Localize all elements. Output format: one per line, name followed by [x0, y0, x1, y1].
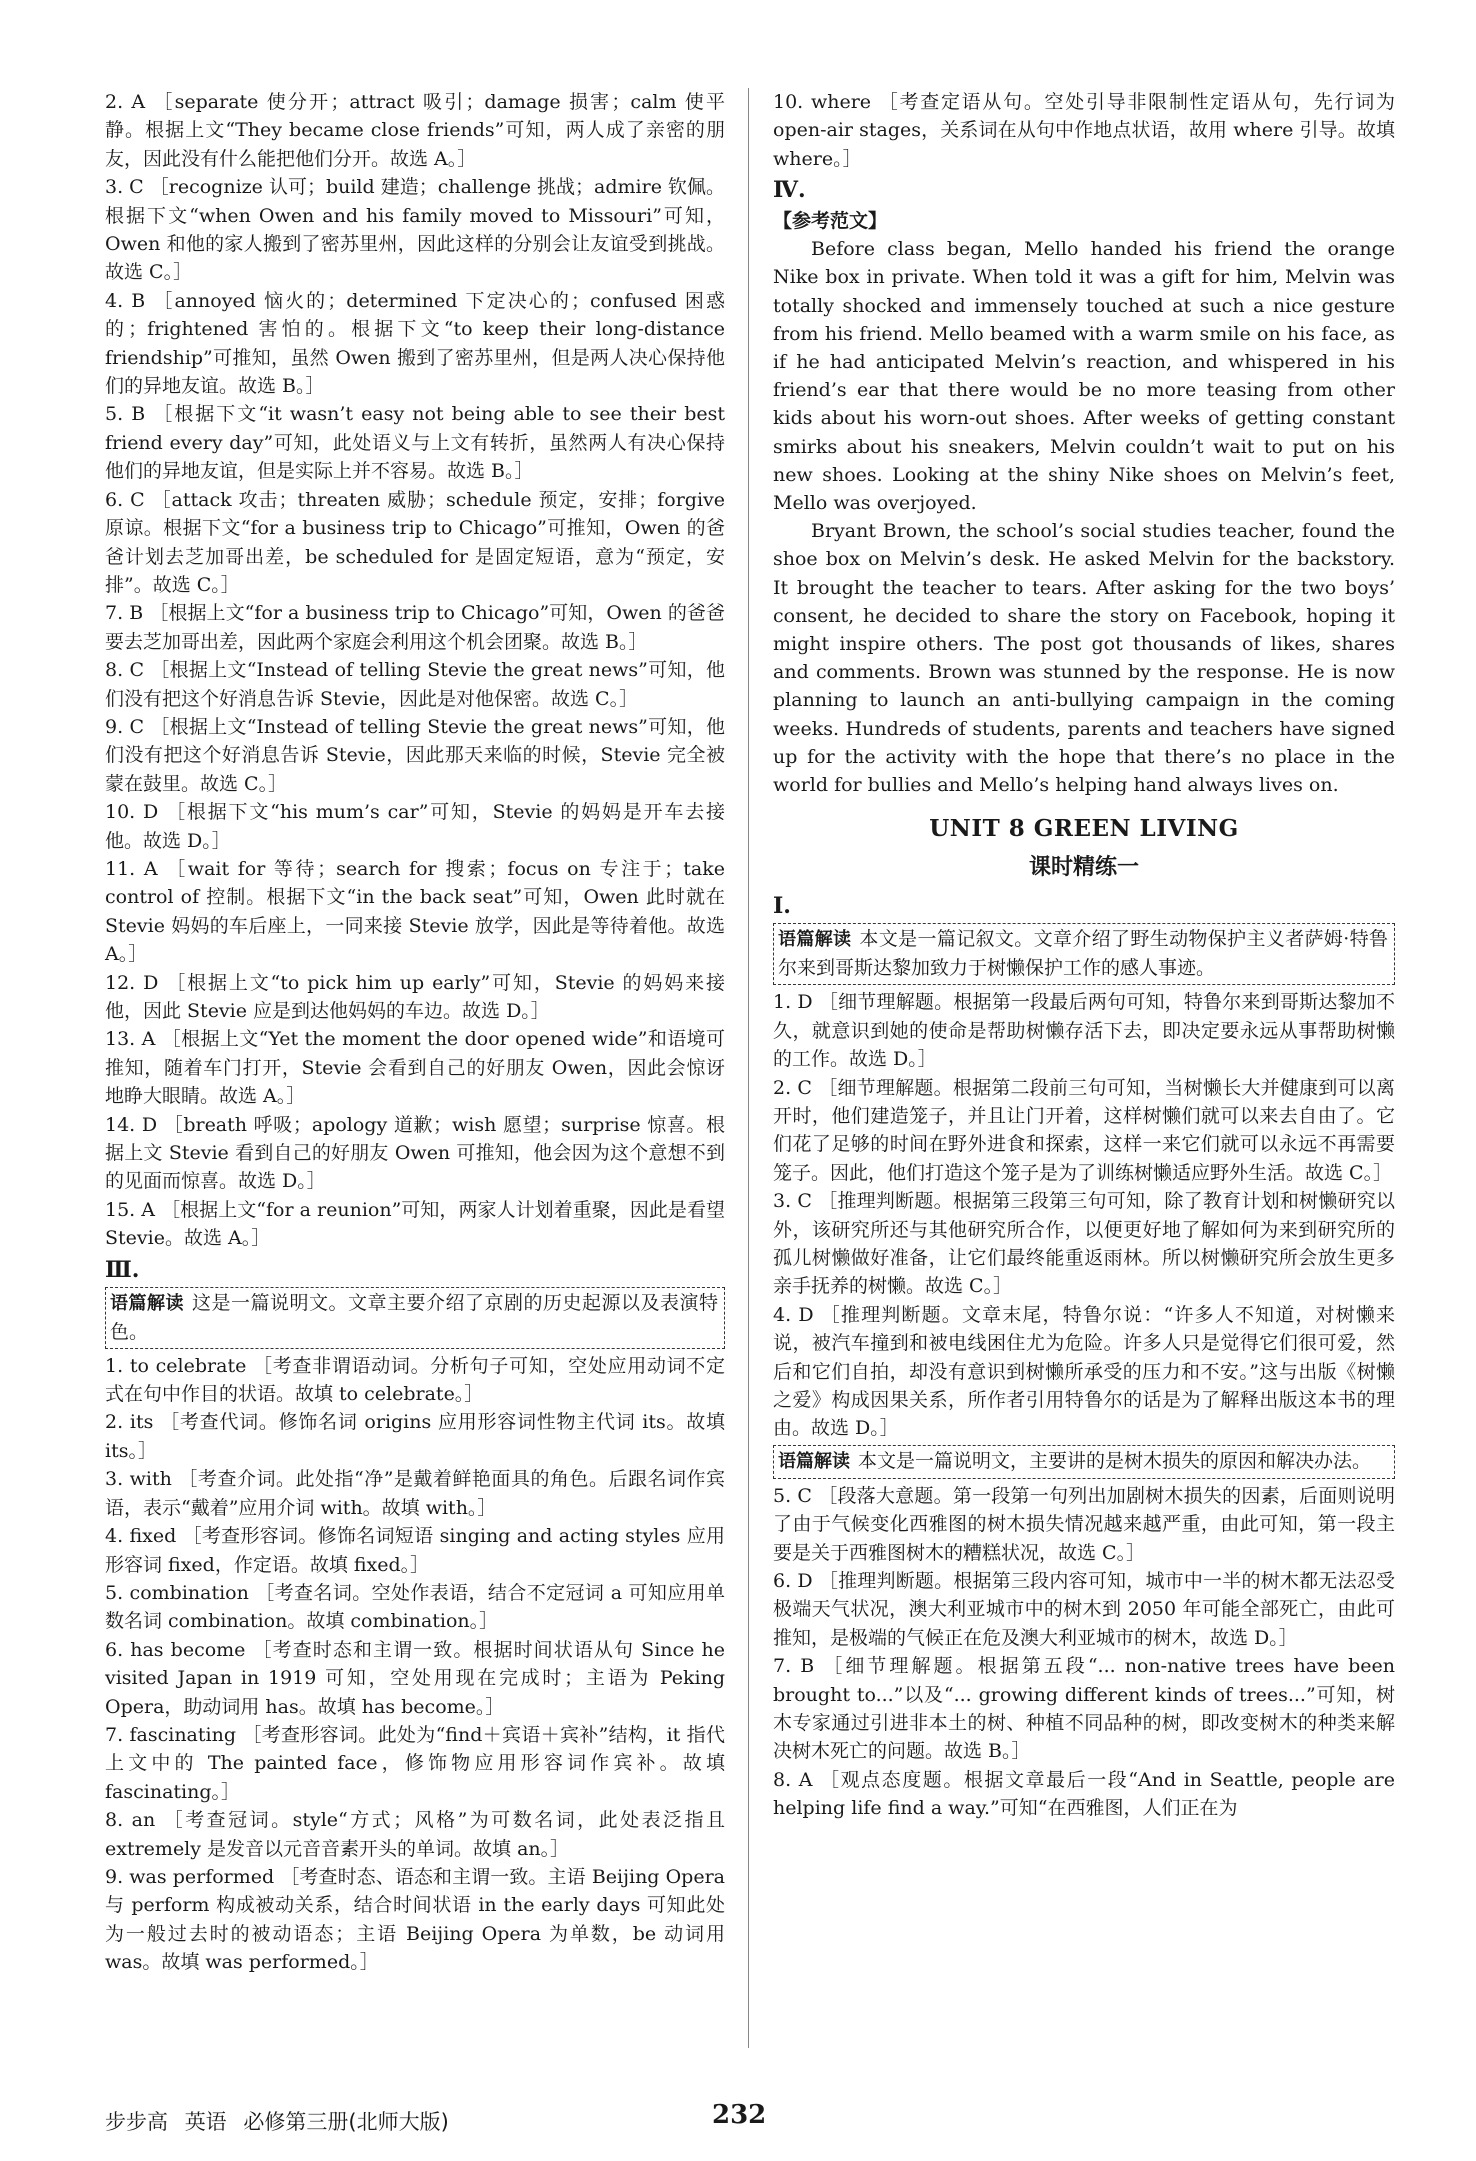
answer-item: 12. D ［根据上文“to pick him up early”可知，Stevie 的妈妈来接他，因此 Stevie 应是到达他妈妈的车边。故选 D。］ — [105, 971, 725, 1022]
answer-item: 1. D ［细节理解题。根据第一段最后两句可知，特鲁尔来到哥斯达黎加不久，就意识到她的使命是帮助树懒存活下去，即决定要永远从事帮助树懒的工作。故选 D。］ — [773, 991, 1395, 1071]
column-divider — [748, 88, 749, 2048]
answer-item: 1. to celebrate ［考查非谓语动词。分析句子可知，空处应用动词不定式在句中作目的状语。故填 to celebrate。］ — [105, 1354, 725, 1406]
section-heading: Ⅳ. — [773, 177, 806, 204]
lesson-title: 课时精练一 — [1028, 855, 1139, 881]
passage-summary-text: 本文是一篇说明文，主要讲的是树木损失的原因和解决办法。 — [858, 1449, 1372, 1472]
answer-item: 8. an ［考查冠词。style“方式；风格”为可数名词，此处表泛指且 extremely 是发音以元音音素开头的单词。故填 an。］ — [105, 1809, 725, 1860]
passage-summary-text: 这是一篇说明文。文章主要介绍了京剧的历史起源以及表演特色。 — [110, 1291, 718, 1343]
answer-item: 7. fascinating ［考查形容词。此处为“find＋宾语＋宾补”结构，it 指代上文中的 The painted face，修饰物应用形容词作宾补。故填 fascinating。］ — [105, 1723, 725, 1803]
answer-item: 7. B ［根据上文“for a business trip to Chicago”可知，Owen 的爸爸要去芝加哥出差，因此两个家庭会利用这个机会团聚。故选 B。］ — [105, 602, 725, 653]
answer-item: 2. C ［细节理解题。根据第二段前三句可知，当树懒长大并健康到可以离开时，他们建造笼子，并且让门开着，这样树懒们就可以来去自由了。它们花了足够的时间在野外进食和探索，这样一来它们就可以永远不再需要笼子。因此，他们打造这个笼子是为了训练树懒适应野外生活。故选 C。］ — [773, 1076, 1395, 1184]
answer-item: 11. A ［wait for 等待；search for 搜索；focus on 专注于；take control of 控制。根据下文“in the back seat”可知，Owen 此时就在 Stevie 妈妈的车后座上，一同来接 Stevie 放学，因此是等待着他。故选 A。］ — [105, 857, 725, 966]
answer-item: 2. A ［separate 使分开；attract 吸引；damage 损害；calm 使平静。根据上文“They became close friends”可知，两人成了亲密的朋友，因此没有什么能把他们分开。故选 A。］ — [105, 91, 725, 170]
reference-essay — [773, 207, 1395, 799]
answer-item: 3. C ［recognize 认可；build 建造；challenge 挑战；admire 钦佩。根据下文“when Owen and his family moved to Missouri”可知，Owen 和他的家人搬到了密苏里州，因此这样的分别会让友谊受到挑战。故选 C。］ — [105, 176, 725, 284]
passage-summary-tag: 语篇解读 — [110, 1292, 184, 1314]
answer-item: 13. A ［根据上文“Yet the moment the door opened wide”和语境可推知，随着车门打开，Stevie 会看到自己的好朋友 Owen，因此会惊讶地睁大眼睛。故选 A。］ — [105, 1028, 725, 1108]
answer-item: 5. combination ［考查名词。空处作表语，结合不定冠词 a 可知应用单数名词 combination。故填 combination。］ — [105, 1581, 725, 1633]
answer-item: 5. B ［根据下文“it wasn’t easy not being able to see their best friend every day”可知，此处语义与上文有转折，虽然两人有决心保持他们的异地友谊，但是实际上并不容易。故选 B。］ — [105, 403, 725, 483]
passage-summary-box — [105, 1287, 725, 1349]
footer-left — [105, 2106, 459, 2136]
passage-summary-tag: 语篇解读 — [778, 1450, 850, 1472]
answer-item: 4. B ［annoyed 恼火的；determined 下定决心的；confused 困惑的；frightened 害怕的。根据下文“to keep their long-distance friendship”可推知，虽然 Owen 搬到了密苏里州，但是两人决心保持他们的异地友谊。故选 B。］ — [105, 289, 725, 398]
reference-paragraph-1: Before class began, Mello handed his friend the orange Nike box in private. When told it was a gift for him, Melvin was totally shocked and immensely touched at such a nice gesture from his friend. Mello beamed with a warm smile on his face, as if he had anticipated Melvin’s reaction, and whispered in his friend’s ear that there would be no more teasing from other kids about his worn-out shoes. After weeks of getting constant smirks about his sneakers, Melvin couldn’t wait to put on his new shoes. Looking at the shiny Nike shoes on Melvin’s feet, Mello was overjoyed. — [773, 238, 1395, 515]
left-column — [105, 88, 725, 1977]
answer-item: 6. D ［推理判断题。根据第三段内容可知，城市中一半的树木都无法忍受极端天气状况，澳大利亚城市中的树木到 2050 年可能全部死亡，由此可推知，是极端的气候正在危及澳大利亚城市的树木，故选 D。］ — [773, 1570, 1395, 1649]
footer-subject: 英语 — [184, 2110, 227, 2134]
section-heading: Ⅲ. — [105, 1256, 140, 1283]
answer-item: 3. with ［考查介词。此处指“净”是戴着鲜艳面具的角色。后跟名词作宾语，表示“戴着”应用介词 with。故填 with。］ — [105, 1468, 725, 1519]
answer-item: 10. where ［考查定语从句。空处引导非限制性定语从句，先行词为 open-air stages，关系词在从句中作地点状语，故用 where 引导。故填 where。］ — [773, 91, 1395, 170]
footer-brand: 步步高 — [105, 2110, 168, 2134]
right-column-bottom — [773, 891, 1395, 1822]
footer-book: 必修第三册(北师大版) — [243, 2110, 449, 2134]
answer-item: 9. was performed ［考查时态、语态和主谓一致。主语 Beijing Opera 与 perform 构成被动关系，结合时间状语 in the early days 可知此处为一般过去时的被动语态；主语 Beijing Opera 为单数，be 动词用 was。故填 was performed。］ — [105, 1865, 725, 1974]
answer-item: 6. has become ［考查时态和主谓一致。根据时间状语从句 Since he visited Japan in 1919 可知，空处用现在完成时；主语为 Peking Opera，助动词用 has。故填 has become。］ — [105, 1638, 725, 1718]
section-heading: Ⅰ. — [773, 893, 791, 920]
passage-summary-text: 本文是一篇记叙文。文章介绍了野生动物保护主义者萨姆·特鲁尔来到哥斯达黎加致力于树懒保护工作的感人事迹。 — [778, 928, 1389, 980]
answer-item: 7. B ［细节理解题。根据第五段“... non-native trees have been brought to...”以及“... growing different kinds of trees...”可知，树木专家通过引进非本土的树、种植不同品种的树，即改变树木的种类来解决树木死亡的问题。故选 B。］ — [773, 1655, 1395, 1763]
answer-item: 2. its ［考查代词。修饰名词 origins 应用形容词性物主代词 its。故填 its。］ — [105, 1411, 725, 1462]
answer-item: 14. D ［breath 呼吸；apology 道歉；wish 愿望；surprise 惊喜。根据上文 Stevie 看到自己的好朋友 Owen 可推知，他会因为这个意想不到的见面而惊喜。故选 D。］ — [105, 1113, 725, 1193]
unit-title: UNIT 8 GREEN LIVING — [929, 815, 1239, 843]
answer-item: 4. fixed ［考查形容词。修饰名词短语 singing and acting styles 应用形容词 fixed，作定语。故填 fixed。］ — [105, 1525, 725, 1576]
answer-item: 3. C ［推理判断题。根据第三段第三句可知，除了教育计划和树懒研究以外，该研究所还与其他研究所合作，以便更好地了解如何为来到研究所的孤儿树懒做好准备，让它们最终能重返雨林。所以树懒研究所会放生更多亲手抚养的树懒。故选 C。］ — [773, 1190, 1395, 1298]
right-column-top — [773, 88, 1395, 205]
right-column — [773, 88, 1395, 1823]
answer-item: 6. C ［attack 攻击；threaten 威胁；schedule 预定，安排；forgive 原谅。根据下文“for a business trip to Chicago”可推知，Owen 的爸爸计划去芝加哥出差，be scheduled for 是固定短语，意为“预定，安排”。故选 C。］ — [105, 488, 725, 596]
answer-item: 9. C ［根据上文“Instead of telling Stevie the great news”可知，他们没有把这个好消息告诉 Stevie，因此那天来临的时候，Stevie 完全被蒙在鼓里。故选 C。］ — [105, 715, 725, 795]
passage-summary-tag: 语篇解读 — [778, 929, 852, 951]
reference-paragraph-2: Bryant Brown, the school’s social studies teacher, found the shoe box on Melvin’s desk. He asked Melvin for the backstory. It brought the teacher to tears. After asking for the two boys’ consent, he decided to share the story on Facebook, hoping it might inspire others. The post got thousands of likes, shares and comments. Brown was stunned by the response. He is now planning to launch an anti-bullying campaign in the coming weeks. Hundreds of students, parents and teachers have signed up for the activity with the hope that there’s no place in the world for bullies and Mello’s helping hand always lives on. — [773, 520, 1395, 797]
answer-item: 15. A ［根据上文“for a reunion”可知，两家人计划着重聚，因此是看望 Stevie。故选 A。］ — [105, 1198, 725, 1250]
passage-summary-box — [773, 1445, 1395, 1479]
answer-item: 8. A ［观点态度题。根据文章最后一段“And in Seattle, people are helping life find a way.”可知“在西雅图，人们正在为 — [773, 1768, 1395, 1820]
passage-summary-box — [773, 923, 1395, 985]
reference-title: 【参考范文】 — [773, 210, 888, 233]
answer-item: 10. D ［根据下文“his mum’s car”可知，Stevie 的妈妈是开车去接他。故选 D。］ — [105, 801, 725, 852]
answer-item: 4. D ［推理判断题。文章末尾，特鲁尔说：“许多人不知道，对树懒来说，被汽车撞到和被电线困住尤为危险。许多人只是觉得它们很可爱，然后和它们自拍，却没有意识到树懒所承受的压力和不安。”这与出版《树懒之爱》构成因果关系，所作者引用特鲁尔的话是为了解释出版这本书的理由。故选 D。］ — [773, 1303, 1395, 1440]
answer-item: 5. C ［段落大意题。第一段第一句列出加剧树木损失的因素，后面则说明了由于气候变化西雅图的树木损失情况越来越严重，由此可知，第一段主要是关于西雅图树木的糟糕状况，故选 C。］ — [773, 1484, 1395, 1564]
page-number: 232 — [712, 2100, 767, 2130]
answer-item: 8. C ［根据上文“Instead of telling Stevie the great news”可知，他们没有把这个好消息告诉 Stevie，因此是对他保密。故选 C。］ — [105, 659, 725, 710]
